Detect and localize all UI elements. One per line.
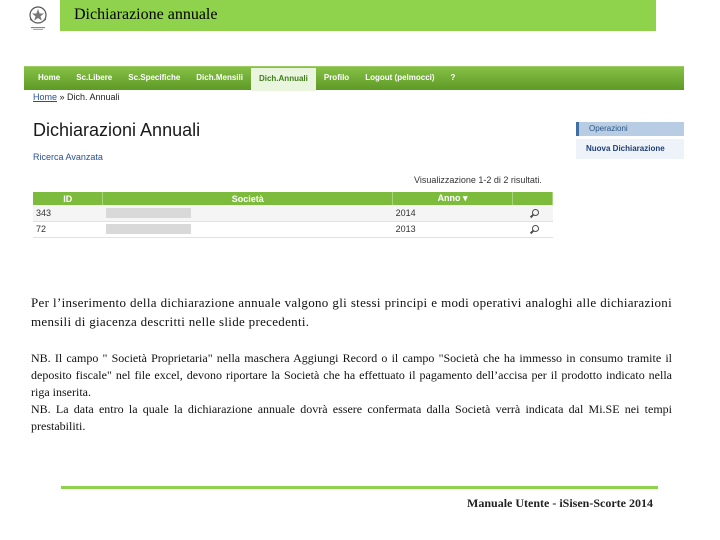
operations-panel	[576, 122, 684, 159]
breadcrumb-home-link[interactable]: Home	[33, 92, 58, 102]
nav-item-logout-pelmocci[interactable]: Logout (pelmocci)	[365, 73, 435, 82]
table-row	[33, 221, 553, 237]
cell-id: 72	[33, 221, 103, 237]
note-paragraph-2: NB. La data entro la quale la dichiarazione annuale dovrà essere confermata dalla Società verrà indicata dal Mi.SE nei tempi prestabiliti.	[31, 402, 672, 433]
nav-item-home[interactable]: Home	[38, 73, 61, 82]
note-paragraph-1: NB. Il campo " Società Proprietaria" nella maschera Aggiungi Record o il campo "Società che ha immesso in consumo tramite il deposito fiscale" nel file excel, devono riportare la Società che ha effettuato il pagamento dell’accisa per il prodotto indicato nella riga inserita.	[31, 351, 672, 399]
cell-id: 343	[33, 205, 103, 221]
slide-title: Dichiarazione annuale	[74, 6, 218, 23]
table-row	[33, 205, 553, 221]
declarations-table	[33, 192, 553, 238]
nav-item-help[interactable]: ?	[450, 73, 456, 82]
nav-item-sc-specifiche[interactable]: Sc.Specifiche	[128, 73, 181, 82]
republic-emblem-icon	[24, 3, 52, 31]
footer-text: Manuale Utente - iSisen-Scorte 2014	[467, 496, 653, 510]
nav-item-dich-mensili[interactable]: Dich.Mensili	[196, 73, 243, 82]
cell-anno: 2013	[393, 221, 513, 237]
redacted-company-name	[106, 208, 191, 218]
view-magnifier-icon[interactable]	[530, 209, 539, 218]
page-title: Dichiarazioni Annuali	[33, 120, 201, 140]
operations-header: Operazioni	[576, 122, 684, 136]
nav-item-sc-libere[interactable]: Sc.Libere	[76, 73, 113, 82]
cell-actions	[513, 221, 553, 237]
view-magnifier-icon[interactable]	[530, 225, 539, 234]
advanced-search-link[interactable]: Ricerca Avanzata	[33, 152, 103, 162]
column-header-actions	[513, 192, 553, 205]
nav-item-dich-annuali[interactable]: Dich.Annuali	[251, 68, 316, 91]
results-summary: Visualizzazione 1-2 di 2 risultati.	[414, 175, 542, 185]
main-navbar	[24, 66, 684, 90]
cell-societa	[103, 205, 393, 221]
column-header-id[interactable]: ID	[33, 192, 103, 205]
app-screenshot	[24, 66, 684, 246]
notes-block	[31, 350, 672, 435]
nav-list	[24, 67, 684, 91]
nav-item-profilo[interactable]: Profilo	[323, 73, 350, 82]
footer-divider	[61, 486, 658, 489]
column-header-anno[interactable]: Anno ▾	[393, 192, 513, 205]
redacted-company-name	[106, 224, 191, 234]
new-declaration-link[interactable]: Nuova Dichiarazione	[576, 139, 684, 159]
cell-societa	[103, 221, 393, 237]
table-header-row	[33, 192, 553, 205]
breadcrumb	[33, 92, 120, 102]
cell-anno: 2014	[393, 205, 513, 221]
slide-title-bar	[60, 0, 656, 31]
breadcrumb-current: Dich. Annuali	[67, 92, 120, 102]
main-paragraph: Per l’inserimento della dichiarazione annuale valgono gli stessi principi e modi operativi analoghi alle dichiarazioni mensili di giacenza descritti nelle slide precedenti.	[31, 295, 672, 329]
breadcrumb-separator: »	[57, 92, 68, 102]
column-header-societa[interactable]: Società	[103, 192, 393, 205]
cell-actions	[513, 205, 553, 221]
